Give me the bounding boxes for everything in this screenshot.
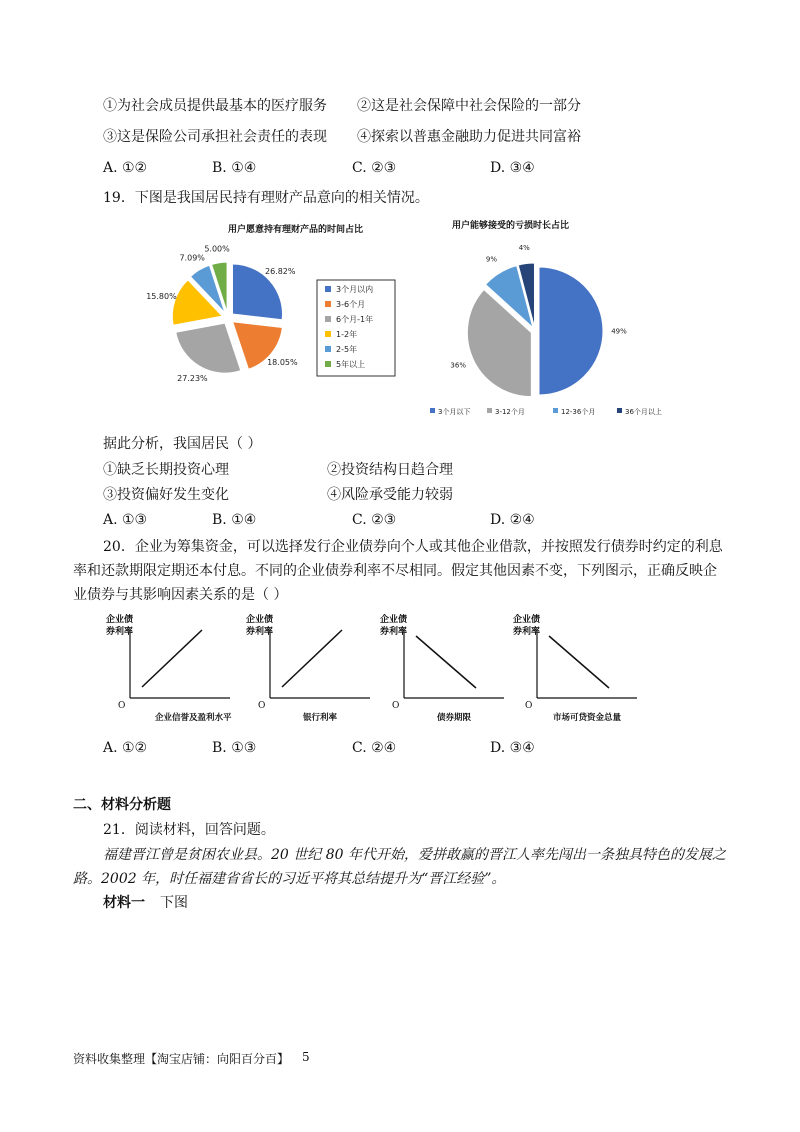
q18-statement-1: ①为社会成员提供最基本的医疗服务 [103,98,327,114]
pie1-legend-item-1: 3个月以内 [336,285,374,294]
graph-2-ylabel-1: 企业债 [246,615,274,625]
pie2-legend-swatch-1 [430,408,435,413]
pie-chart-holding-period [146,244,410,390]
pie-chart-loss-tolerance [425,244,675,428]
q20-graphs [100,612,660,727]
graph-3-ylabel-1: 企业债 [380,615,408,625]
graph-3-trend-line [416,636,476,688]
pie-value-label-4: 15.80% [146,292,177,302]
q21-material-line-2: 路。2002 年，时任福建省省长的习近平将其总结提升为“晋江经验”。 [73,871,506,887]
graph-2-ylabel-2: 券利率 [246,627,274,637]
graph-4-ylabel-2: 券利率 [513,627,541,637]
q19-option-c: C. ②③ [352,512,397,528]
material1-text: 下图 [160,895,188,911]
pie1-legend-swatch-3 [325,316,331,322]
q21-stem: 21．阅读材料，回答问题。 [103,822,275,838]
graph-2 [245,613,370,723]
pie-slice-1 [539,267,603,395]
pie2-legend-item-1: 3个月以下 [438,408,471,416]
graph-4-ylabel-1: 企业债 [513,615,541,625]
pie2-title: 用户能够接受的亏损时长占比 [452,221,570,231]
pie-value-label-3: 9% [485,255,498,264]
pie1-legend-swatch-4 [325,331,331,337]
q21-material-line-1: 福建晋江曾是贫困农业县。20 世纪 80 年代开始，爱拼敢赢的晋江人率先闯出一条独具特色的发展之 [103,847,726,863]
pie1-legend-item-6: 5年以上 [336,360,366,369]
section-heading: 二、材料分析题 [73,797,171,813]
q19-statement-2: ②投资结构日趋合理 [327,462,453,478]
pie-value-label-6: 5.00% [204,244,230,254]
pie-value-label-1: 26.82% [264,267,296,277]
graph-3 [379,613,504,723]
graph-4 [512,613,637,723]
graph-4-xlabel: 市场可贷资金总量 [552,713,622,723]
pie-value-label-1: 49% [611,327,627,336]
pie1-legend-item-2: 3-6个月 [336,300,366,309]
pie1-legend-swatch-6 [325,361,331,367]
pie-value-label-2: 18.05% [267,357,298,367]
q20-option-b: B. ①③ [212,740,257,756]
graph-1-trend-line [142,630,202,687]
q18-option-b: B. ①④ [212,160,257,176]
pie1-legend-item-3: 6个月-1年 [336,315,374,324]
q20-stem-line-3: 业债券与其影响因素关系的是（ ） [73,587,288,603]
q19-statement-1: ①缺乏长期投资心理 [103,462,229,478]
pie-slice-3 [176,323,241,373]
q19-statement-4: ④风险承受能力较弱 [327,487,453,503]
pie2-legend-swatch-4 [617,408,622,413]
pie-value-label-4: 4% [518,244,530,253]
q20-option-d: D. ③④ [490,740,535,756]
q19-option-b: B. ①④ [212,512,257,528]
pie1-legend-item-4: 1-2年 [336,330,358,339]
graph-1-xlabel: 企业信誉及盈利水平 [155,713,232,723]
pie1-legend-swatch-2 [325,301,331,307]
q19-stem: 19．下图是我国居民持有理财产品意向的相关情况。 [103,190,429,206]
pie2-legend-item-2: 3-12个月 [495,408,525,416]
page-number: 5 [302,1050,310,1064]
pie-value-label-3: 27.23% [177,373,208,383]
graph-3-xlabel: 债券期限 [436,713,472,723]
pie2-legend-swatch-3 [553,408,558,413]
q20-stem-line-2: 率和还款期限定期还本付息。不同的企业债券利率不尽相同。假定其他因素不变，下列图示，正确反映企 [73,563,717,579]
footer-source: 资料收集整理【淘宝店铺：向阳百分百】 [73,1052,290,1066]
graph-1-ylabel-1: 企业债 [106,615,134,625]
graph-2-xlabel: 银行利率 [302,713,338,723]
graph-3-ylabel-2: 券利率 [380,627,408,637]
q20-stem-line-1: 20．企业为筹集资金，可以选择发行企业债券向个人或其他企业借款，并按照发行债券时约定的利息 [103,539,723,555]
q19-statement-3: ③投资偏好发生变化 [103,487,229,503]
pie1-title: 用户愿意持有理财产品的时间占比 [228,225,364,235]
pie2-legend-item-3: 12-36个月 [561,408,596,416]
graph-4-origin: O [525,701,533,711]
q18-option-d: D. ③④ [490,160,535,176]
q18-statement-2: ②这是社会保障中社会保险的一部分 [357,98,581,114]
q19-option-a: A. ①③ [103,512,148,528]
q18-option-c: C. ②③ [352,160,397,176]
graph-4-trend-line [549,636,609,688]
pie1-legend-item-5: 2-5年 [336,345,358,354]
graph-3-origin: O [392,701,400,711]
q18-statement-4: ④探索以普惠金融助力促进共同富裕 [357,129,581,145]
material1-label: 材料一 [103,895,145,911]
q19-prompt: 据此分析，我国居民（ ） [103,436,262,452]
pie1-legend-swatch-5 [325,346,331,352]
pie-value-label-5: 7.09% [179,253,205,263]
pie1-legend-swatch-1 [325,286,331,292]
q18-statement-3: ③这是保险公司承担社会责任的表现 [103,129,327,145]
graph-1-origin: O [118,701,126,711]
q18-option-a: A. ①② [103,160,148,176]
graph-1 [105,613,232,723]
pie2-legend-item-4: 36个月以上 [625,408,662,416]
q19-option-d: D. ②④ [490,512,535,528]
graph-2-trend-line [282,630,342,687]
pie2-legend-swatch-2 [487,408,492,413]
pie-value-label-2: 36% [450,361,466,370]
q20-option-c: C. ②④ [352,740,397,756]
q20-option-a: A. ①② [103,740,148,756]
graph-2-origin: O [258,701,266,711]
graph-1-ylabel-2: 券利率 [106,627,134,637]
